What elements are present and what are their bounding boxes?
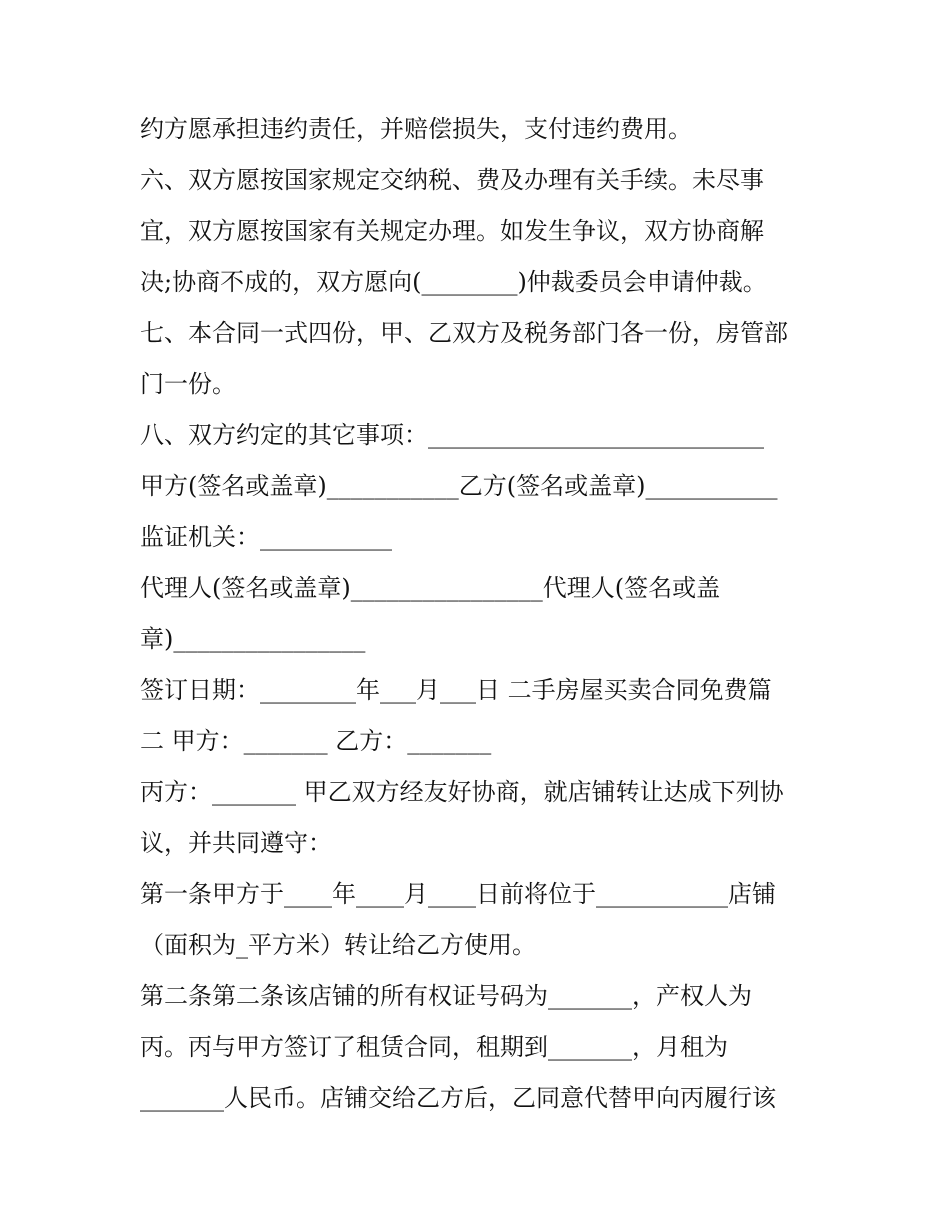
- text-line: 章)________________: [140, 625, 366, 653]
- text-line: 六、双方愿按国家规定交纳税、费及办理有关手续。未尽事: [140, 166, 764, 194]
- text-line: 丙。丙与甲方签订了租赁合同，租期到_______，月租为: [140, 1033, 728, 1061]
- text-line: （面积为_平方米）转让给乙方使用。: [140, 931, 536, 959]
- text-line: 议，并共同遵守：: [140, 829, 332, 857]
- text-line: 第二条第二条该店铺的所有权证号码为_______，产权人为: [140, 982, 752, 1010]
- text-line: 七、本合同一式四份，甲、乙双方及税务部门各一份，房管部: [140, 319, 788, 347]
- text-line: 约方愿承担违约责任，并赔偿损失，支付违约费用。: [140, 115, 692, 143]
- text-line: 八、双方约定的其它事项：____________________________: [140, 421, 764, 449]
- text-line: 决;协商不成的，双方愿向(________)仲裁委员会申请仲裁。: [140, 268, 767, 296]
- text-line: 甲方(签名或盖章)___________乙方(签名或盖章)___________: [140, 472, 778, 500]
- text-line: 门一份。: [140, 370, 236, 398]
- text-line: 丙方：_______ 甲乙双方经友好协商，就店铺转让达成下列协: [140, 778, 784, 806]
- text-line: 二 甲方：_______ 乙方：_______: [140, 727, 492, 755]
- text-line: _______人民币。店铺交给乙方后，乙同意代替甲向丙履行该: [140, 1084, 776, 1112]
- text-line: 代理人(签名或盖章)________________代理人(签名或盖: [140, 574, 721, 602]
- text-line: 签订日期：________年___月___日 二手房屋买卖合同免费篇: [140, 676, 772, 704]
- text-line: 第一条甲方于____年____月____日前将位于___________店铺: [140, 880, 776, 908]
- text-line: 宜，双方愿按国家有关规定办理。如发生争议，双方协商解: [140, 217, 764, 245]
- text-line: 监证机关：___________: [140, 523, 392, 551]
